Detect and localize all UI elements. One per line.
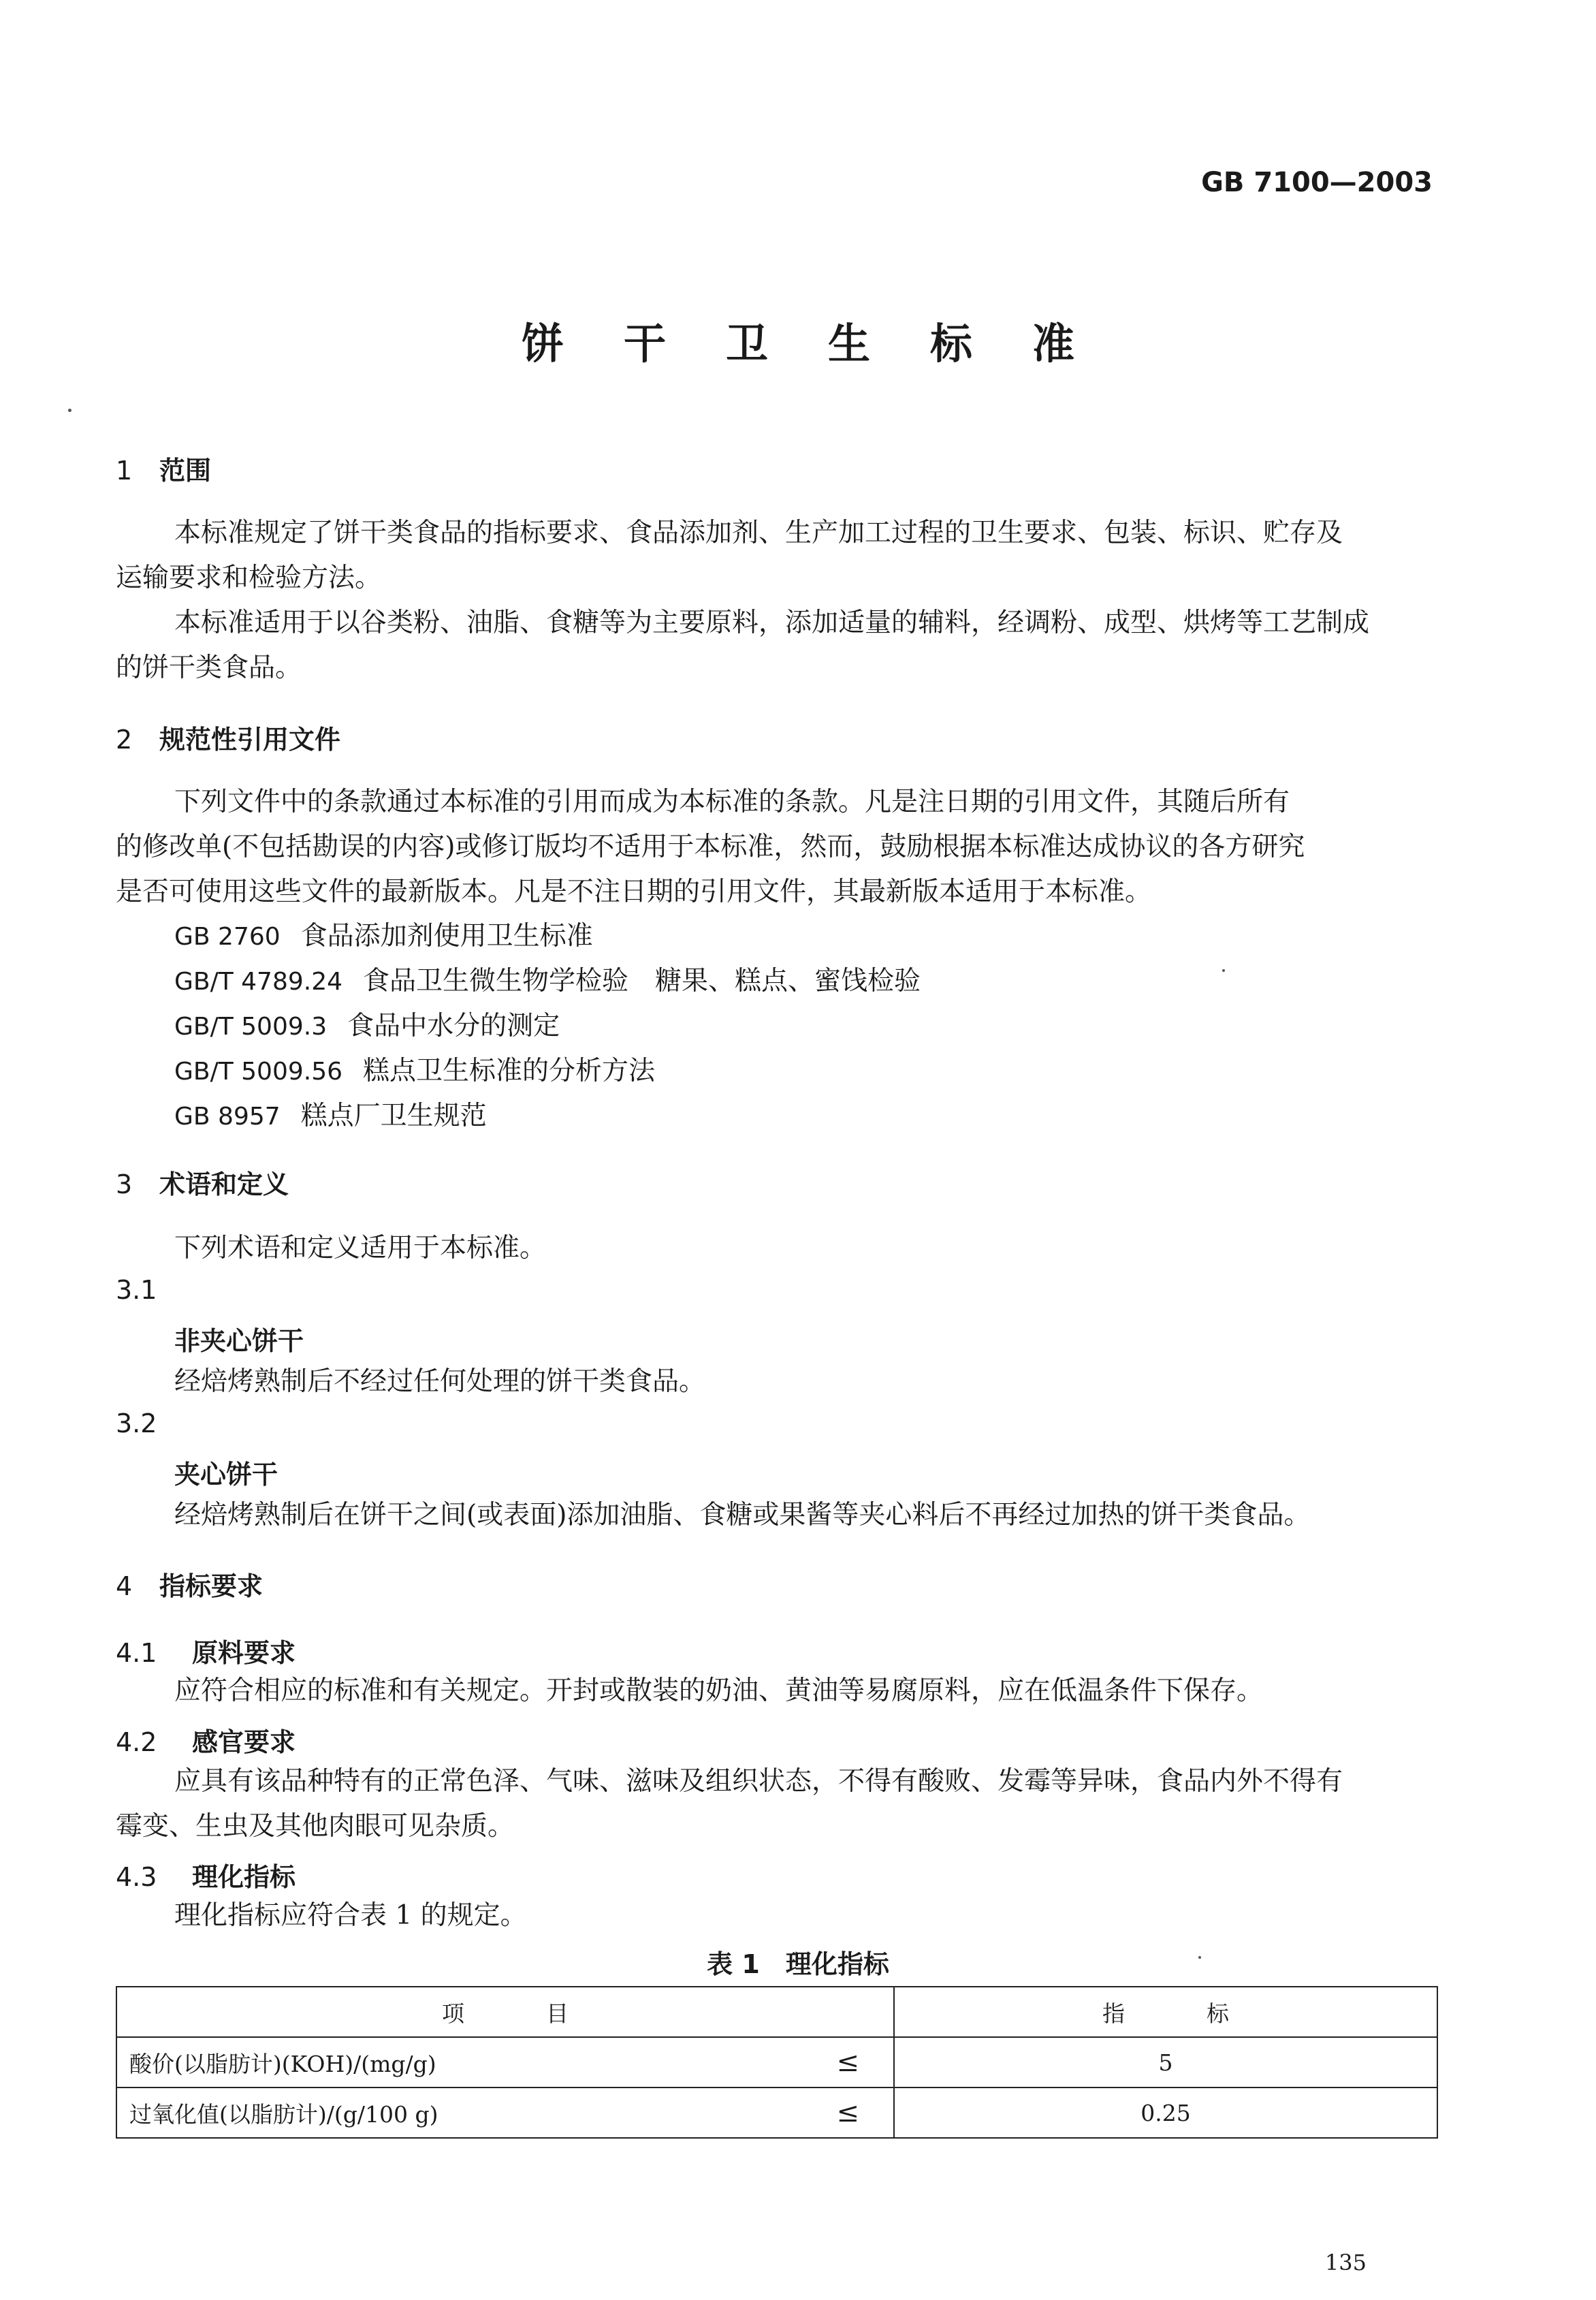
reference-name: 糕点卫生标准的分析方法 [363, 1056, 656, 1086]
term-name: 夹心饼干 [174, 1460, 278, 1490]
paragraph-line: 的修改单(不包括勘误的内容)或修订版均不适用于本标准，然而，鼓励根据本标准达成协议的各方研究 [116, 832, 1305, 862]
paragraph-line: 应具有该品种特有的正常色泽、气味、滋味及组织状态，不得有酸败、发霉等异味，食品内外不得有 [174, 1766, 1343, 1797]
header-char: 标 [1207, 2000, 1229, 2027]
title-char: 干 [623, 319, 666, 368]
subsection-4-3-heading [116, 1856, 296, 1893]
row-value: 0.25 [894, 2088, 1437, 2138]
section-4-heading [116, 1565, 263, 1603]
row-operator: ≤ [793, 2088, 894, 2138]
paragraph-line: 下列文件中的条款通过本标准的引用而成为本标准的条款。凡是注日期的引用文件，其随后所有 [174, 787, 1290, 817]
term-number: 3.2 [116, 1408, 157, 1438]
normative-reference [174, 915, 593, 953]
subsection-title: 感官要求 [192, 1727, 296, 1757]
row-item: 过氧化值(以脂肪计)/(g/100 g) [116, 2088, 793, 2138]
reference-name: 糕点厂卫生规范 [300, 1101, 487, 1131]
title-char: 卫 [725, 319, 768, 368]
table-caption: 表 1 理化指标 [707, 1949, 889, 1979]
reference-code: GB/T 5009.56 [174, 1058, 343, 1086]
title-char: 标 [930, 319, 973, 368]
reference-code: GB/T 5009.3 [174, 1013, 328, 1041]
paragraph-line: 的饼干类食品。 [116, 652, 302, 683]
header-char: 指 [1102, 2000, 1125, 2027]
paragraph-line: 霉变、生虫及其他肉眼可见杂质。 [116, 1811, 515, 1842]
section-title: 规范性引用文件 [159, 725, 341, 755]
normative-reference [174, 1005, 560, 1043]
paragraph-line: 运输要求和检验方法。 [116, 563, 382, 593]
section-number: 3 [116, 1169, 133, 1199]
term-definition: 经焙烤熟制后在饼干之间(或表面)添加油脂、食糖或果酱等夹心料后不再经过加热的饼干类食品。 [174, 1500, 1311, 1530]
scan-speck [1222, 969, 1225, 972]
section-number: 2 [116, 725, 133, 755]
section-1-heading [116, 450, 211, 487]
row-value: 5 [894, 2037, 1437, 2088]
term-definition: 经焙烤熟制后不经过任何处理的饼干类食品。 [174, 1366, 706, 1397]
standard-code: GB 7100—2003 [1201, 167, 1433, 198]
section-3-heading [116, 1163, 289, 1201]
reference-code: GB/T 4789.24 [174, 968, 343, 996]
normative-reference [174, 1050, 655, 1088]
reference-code: GB 2760 [174, 923, 281, 951]
paragraph-line: 是否可使用这些文件的最新版本。凡是不注日期的引用文件，其最新版本适用于本标准。 [116, 877, 1152, 907]
page-number: 135 [1324, 2250, 1367, 2275]
physicochemical-table [116, 1986, 1438, 2139]
table-row [116, 2088, 1437, 2138]
subsection-4-2-heading [116, 1721, 296, 1759]
subsection-title: 理化指标 [192, 1862, 296, 1892]
paragraph-line: 本标准适用于以谷类粉、油脂、食糖等为主要原料，添加适量的辅料，经调粉、成型、烘烤等工艺制成 [174, 608, 1370, 638]
table-header-row [116, 1987, 1437, 2037]
section-title: 范围 [159, 456, 212, 486]
paragraph-line: 理化指标应符合表 1 的规定。 [174, 1900, 527, 1931]
term-number: 3.1 [116, 1275, 157, 1305]
paragraph-line: 下列术语和定义适用于本标准。 [174, 1233, 547, 1263]
section-number: 1 [116, 456, 133, 486]
subsection-4-1-heading [116, 1632, 296, 1669]
row-item: 酸价(以脂肪计)(KOH)/(mg/g) [116, 2037, 793, 2088]
subsection-number: 4.1 [116, 1638, 157, 1668]
section-title: 指标要求 [159, 1571, 264, 1601]
section-number: 4 [116, 1571, 133, 1601]
row-operator: ≤ [793, 2037, 894, 2088]
paragraph-line: 应符合相应的标准和有关规定。开封或散装的奶油、黄油等易腐原料，应在低温条件下保存。 [174, 1675, 1264, 1706]
subsection-title: 原料要求 [192, 1638, 296, 1668]
title-char: 生 [828, 319, 871, 368]
section-title: 术语和定义 [159, 1169, 289, 1199]
subsection-number: 4.2 [116, 1727, 157, 1757]
title-char: 饼 [521, 319, 564, 368]
header-char: 项 [442, 2000, 464, 2027]
reference-code: GB 8957 [174, 1103, 281, 1131]
table-row [116, 2037, 1437, 2088]
scan-speck [68, 409, 71, 412]
normative-reference [174, 960, 921, 998]
subsection-number: 4.3 [116, 1862, 157, 1892]
reference-name: 食品中水分的测定 [347, 1011, 560, 1041]
scan-speck [1198, 1956, 1201, 1959]
header-char: 目 [546, 2000, 569, 2027]
reference-name: 食品卫生微生物学检验 糖果、糕点、蜜饯检验 [363, 966, 921, 996]
term-name: 非夹心饼干 [174, 1326, 304, 1356]
reference-name: 食品添加剂使用卫生标准 [300, 921, 593, 951]
column-header-value [894, 1987, 1437, 2037]
section-2-heading [116, 719, 340, 756]
document-title [0, 310, 1596, 371]
column-header-item [116, 1987, 894, 2037]
title-char: 准 [1032, 319, 1075, 368]
normative-reference [174, 1094, 487, 1133]
paragraph-line: 本标准规定了饼干类食品的指标要求、食品添加剂、生产加工过程的卫生要求、包装、标识、贮存及 [174, 518, 1343, 548]
